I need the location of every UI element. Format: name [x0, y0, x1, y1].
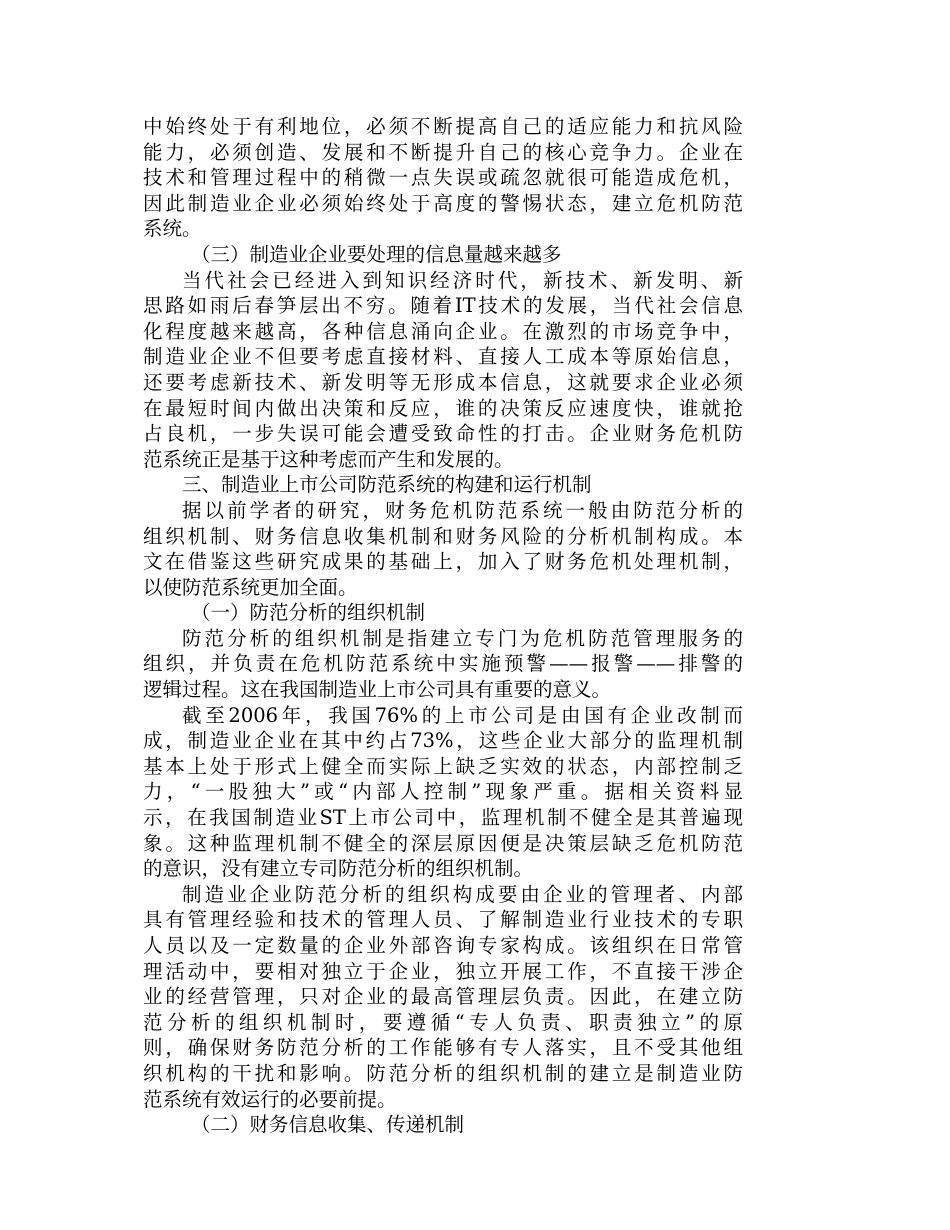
text-line-10: 制造业企业不但要考虑直接材料、直接人工成本等原始信息， — [143, 345, 743, 369]
text-line-2: 能力，必须创造、发展和不断提升自己的核心竞争力。企业在 — [143, 140, 743, 164]
text-line-14: 范系统正是基于这种考虑而产生和发展的。 — [143, 447, 514, 471]
text-line-3: 技术和管理过程中的稍微一点失误或疏忽就很可能造成危机， — [143, 166, 743, 190]
text-line-34: 理活动中，要相对独立于企业，独立开展工作，不直接干涉企 — [143, 959, 743, 983]
text-line-36: 范分析的组织机制时，要遵循“专人负责、职责独立”的原 — [143, 1010, 743, 1034]
text-line-28: 示，在我国制造业ST上市公司中，监理机制不健全是其普遍现 — [143, 806, 743, 830]
text-line-18: 文在借鉴这些研究成果的基础上，加入了财务危机处理机制， — [143, 550, 743, 574]
text-line-21: 防范分析的组织机制是指建立专门为危机防范管理服务的 — [182, 626, 743, 650]
text-line-26: 基本上处于形式上健全而实际上缺乏实效的状态，内部控制乏 — [143, 754, 743, 778]
text-line-13: 占良机，一步失误可能会遭受致命性的打击。企业财务危机防 — [143, 422, 743, 446]
text-line-12: 在最短时间内做出决策和反应，谁的决策反应速度快，谁就抢 — [143, 396, 743, 420]
text-line-16: 据以前学者的研究，财务危机防范系统一般由防范分析的 — [182, 498, 743, 522]
text-line-29: 象。这种监理机制不健全的深层原因便是决策层缺乏危机防范 — [143, 831, 743, 855]
text-line-30: 的意识，没有建立专司防范分析的组织机制。 — [143, 857, 534, 881]
text-line-8: 思路如雨后春笋层出不穷。随着IT技术的发展，当代社会信息 — [143, 294, 743, 318]
text-line-37: 则，确保财务防范分析的工作能够有专人落实，且不受其他组 — [143, 1036, 743, 1060]
document-page — [143, 114, 743, 1138]
text-line-11: 还要考虑新技术、新发明等无形成本信息，这就要求企业必须 — [143, 370, 743, 394]
subheading-1: （一）防范分析的组织机制 — [191, 601, 426, 625]
text-line-9: 化程度越来越高，各种信息涌向企业。在激烈的市场竞争中， — [143, 319, 743, 343]
text-line-7: 当代社会已经进入到知识经济时代，新技术、新发明、新 — [182, 268, 743, 292]
text-line-1: 中始终处于有利地位，必须不断提高自己的适应能力和抗风险 — [143, 115, 743, 138]
text-line-5: 系统。 — [143, 217, 202, 241]
text-line-39: 范系统有效运行的必要前提。 — [143, 1087, 397, 1111]
subheading-2: （二）财务信息收集、传递机制 — [191, 1113, 465, 1137]
text-line-19: 以使防范系统更加全面。 — [143, 575, 358, 599]
text-line-33: 人员以及一定数量的企业外部咨询专家构成。该组织在日常管 — [143, 934, 743, 957]
text-line-32: 具有管理经验和技术的管理人员、了解制造业行业技术的专职 — [143, 908, 743, 932]
text-line-35: 业的经营管理，只对企业的最高管理层负责。因此，在建立防 — [143, 985, 743, 1009]
text-line-22: 组织，并负责在危机防范系统中实施预警——报警——排警的 — [143, 652, 743, 676]
text-line-24: 截至2006年，我国76%的上市公司是由国有企业改制而 — [182, 703, 743, 727]
text-line-17: 组织机制、财务信息收集机制和财务风险的分析机制构成。本 — [143, 524, 743, 548]
text-line-31: 制造业企业防范分析的组织构成要由企业的管理者、内部 — [182, 882, 743, 906]
text-line-4: 因此制造业企业必须始终处于高度的警惕状态，建立危机防范 — [143, 191, 743, 215]
text-line-27: 力，“一股独大”或“内部人控制”现象严重。据相关资料显 — [143, 780, 743, 804]
section-heading-3: 三、制造业上市公司防范系统的构建和运行机制 — [182, 473, 592, 497]
text-line-38: 织机构的干扰和影响。防范分析的组织机制的建立是制造业防 — [143, 1061, 743, 1085]
text-line-23: 逻辑过程。这在我国制造业上市公司具有重要的意义。 — [143, 678, 612, 702]
subheading-3: （三）制造业企业要处理的信息量越来越多 — [191, 242, 562, 266]
text-line-25: 成，制造业企业在其中约占73%，这些企业大部分的监理机制 — [143, 729, 743, 753]
